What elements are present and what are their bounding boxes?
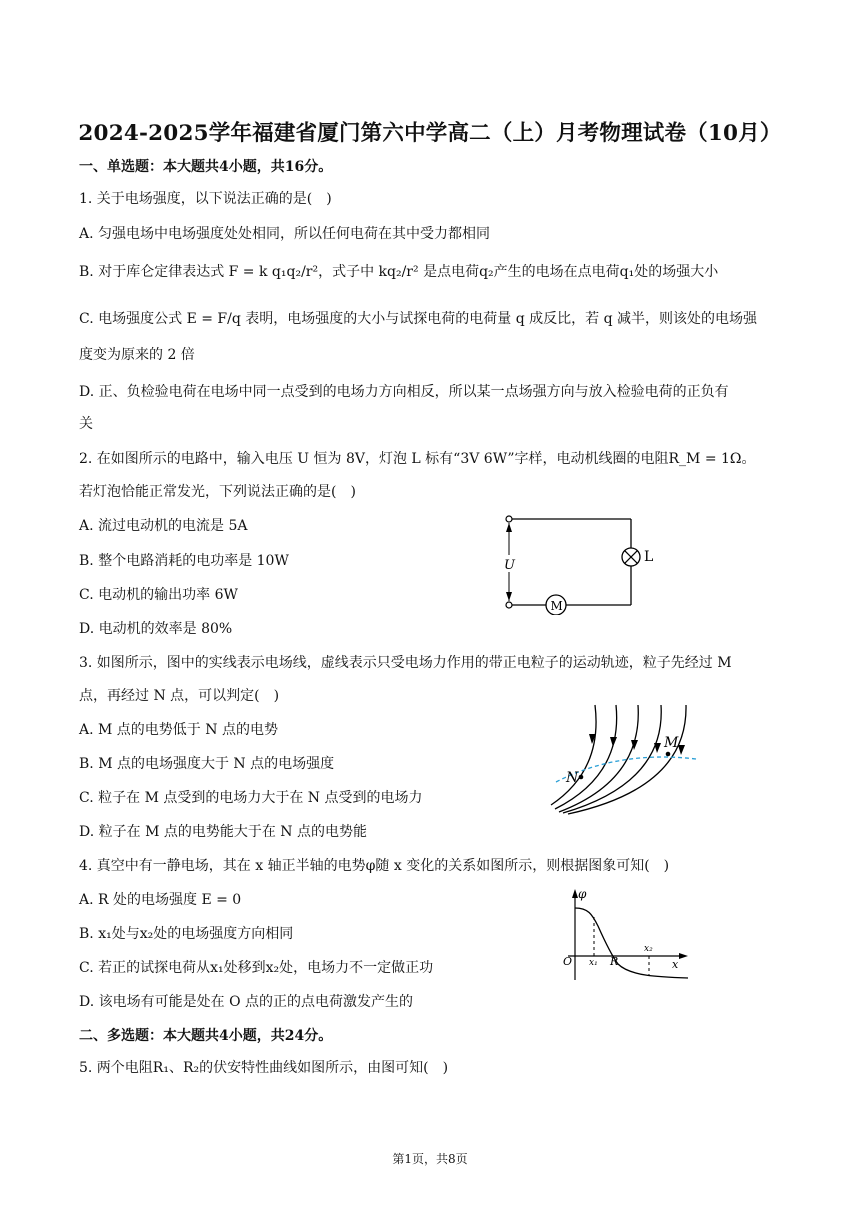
q4-fig-label-phi: φ <box>578 887 587 901</box>
exam-title: 2024-2025学年福建省厦门第六中学高二（上）月考物理试卷（10月） <box>78 121 782 146</box>
q2-fig-label-l: L <box>644 549 654 565</box>
q1-option-d-line1: D. 正、负检验电荷在电场中同一点受到的电场力方向相反，所以某一点场强方向与放入检验电荷的正负有 <box>79 384 729 400</box>
q4-fig-label-x1: x₁ <box>589 958 598 968</box>
section-single-choice: 一、单选题：本大题共4小题，共16分。 <box>79 159 333 175</box>
q4-option-a: A. R 处的电场强度 E = 0 <box>79 892 242 908</box>
q1-option-d-line2: 关 <box>79 416 93 432</box>
q1-option-a: A. 匀强电场中电场强度处处相同，所以任何电荷在其中受力都相同 <box>79 226 491 242</box>
q4-potential-graph <box>558 884 698 984</box>
q2-fig-label-u: U <box>504 558 515 573</box>
q2-stem-line1: 2. 在如图所示的电路中，输入电压 U 恒为 8V，灯泡 L 标有“3V 6W”字样，电动机线圈的电阻R_M = 1Ω。 <box>79 451 756 467</box>
q1-stem: 1. 关于电场强度，以下说法正确的是( ) <box>79 191 332 207</box>
q3-option-b: B. M 点的电场强度大于 N 点的电场强度 <box>79 756 335 772</box>
q4-option-d: D. 该电场有可能是处在 O 点的正的点电荷激发产生的 <box>79 994 414 1010</box>
q2-option-c: C. 电动机的输出功率 6W <box>79 587 238 603</box>
q4-fig-label-x: x <box>672 958 679 971</box>
q3-option-a: A. M 点的电势低于 N 点的电势 <box>79 722 278 738</box>
q1-option-b: B. 对于库仑定律表达式 F = k q₁q₂/r²，式子中 kq₂/r² 是点电荷q₂产生的电场在点电荷q₁处的场强大小 <box>79 264 719 280</box>
q4-fig-label-r: R <box>610 955 619 968</box>
q3-fig-label-m: M <box>664 735 679 751</box>
q2-option-a: A. 流过电动机的电流是 5A <box>79 518 248 534</box>
q4-fig-label-o: O <box>563 955 573 968</box>
q3-stem-line2: 点，再经过 N 点，可以判定( ) <box>79 688 280 704</box>
q3-stem-line1: 3. 如图所示，图中的实线表示电场线，虚线表示只受电场力作用的带正电粒子的运动轨迹，粒子先经过 M <box>79 655 732 671</box>
q1-option-c-line2: 度变为原来的 2 倍 <box>79 347 195 363</box>
q3-option-d: D. 粒子在 M 点的电势能大于在 N 点的电势能 <box>79 824 368 840</box>
q5-stem: 5. 两个电阻R₁、R₂的伏安特性曲线如图所示，由图可知( ) <box>79 1060 449 1076</box>
q2-stem-line2: 若灯泡恰能正常发光，下列说法正确的是( ) <box>79 484 356 500</box>
q3-field-lines-figure <box>548 700 703 815</box>
q4-option-c: C. 若正的试探电荷从x₁处移到x₂处，电场力不一定做正功 <box>79 960 434 976</box>
q2-fig-label-m: M <box>550 599 563 613</box>
q1-option-c-line1: C. 电场强度公式 E = F/q 表明，电场强度的大小与试探电荷的电荷量 q 成反比，若 q 减半，则该处的电场强 <box>79 311 757 327</box>
q4-fig-label-x2: x₂ <box>644 944 653 954</box>
q4-option-b: B. x₁处与x₂处的电场强度方向相同 <box>79 926 294 942</box>
q3-option-c: C. 粒子在 M 点受到的电场力大于在 N 点受到的电场力 <box>79 790 423 806</box>
page-footer: 第1页，共8页 <box>392 1152 468 1166</box>
section-multiple-choice: 二、多选题：本大题共4小题，共24分。 <box>79 1028 333 1044</box>
q3-fig-label-n: N <box>566 770 579 786</box>
q2-circuit-figure <box>495 510 660 615</box>
q4-stem: 4. 真空中有一静电场，其在 x 轴正半轴的电势φ随 x 变化的关系如图所示，则根据图象可知( ) <box>79 858 670 874</box>
q2-option-d: D. 电动机的效率是 80% <box>79 621 233 637</box>
q2-option-b: B. 整个电路消耗的电功率是 10W <box>79 553 289 569</box>
